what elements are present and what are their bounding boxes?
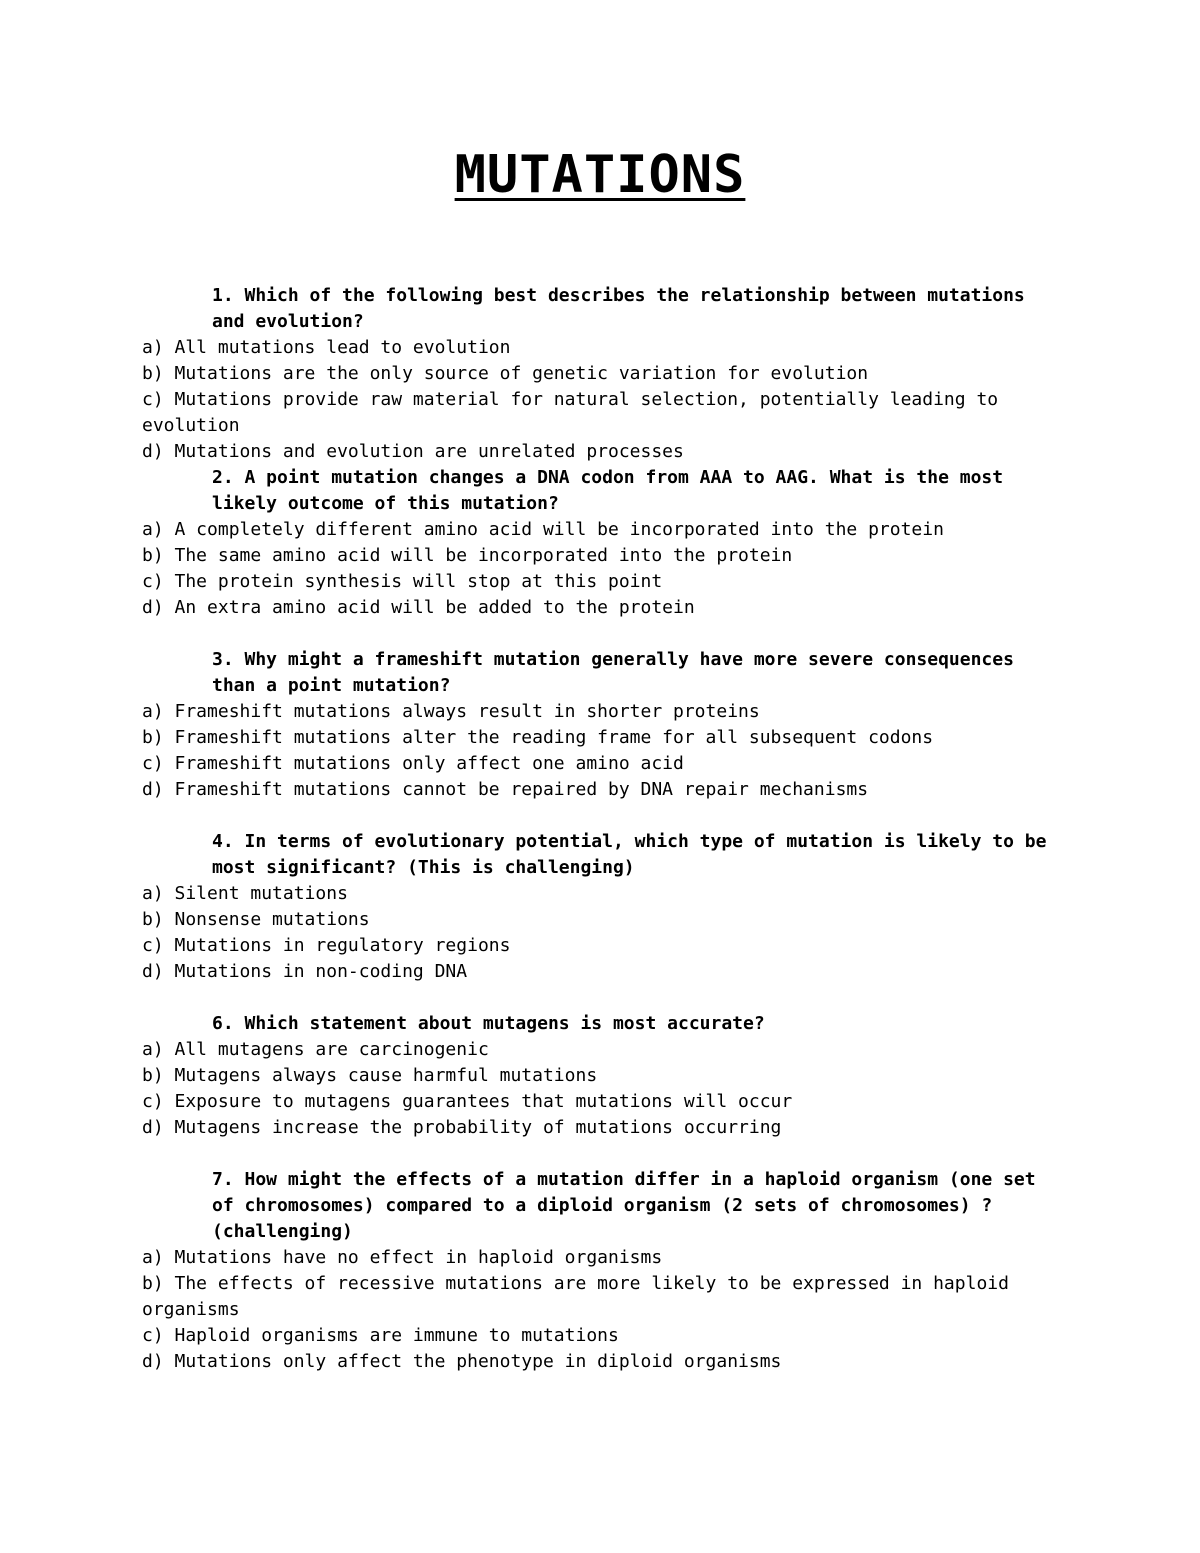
answer-option: b) Mutagens always cause harmful mutations <box>142 1065 598 1086</box>
spacer <box>142 803 1062 829</box>
answer-option: b) The effects of recessive mutations are more likely to be expressed in haploid organisms <box>142 1273 1009 1320</box>
answer-option: d) Frameshift mutations cannot be repaired by DNA repair mechanisms <box>142 779 869 800</box>
answer-option: c) The protein synthesis will stop at this point <box>142 571 663 592</box>
spacer <box>142 985 1062 1011</box>
question-block-3 <box>142 647 1062 803</box>
question-text: 7. How might the effects of a mutation differ in a haploid organism (one set of chromosomes) compared to a diploid organism (2 sets of chromosomes) ? (challenging) <box>212 1169 1036 1242</box>
answer-option: d) Mutations and evolution are unrelated processes <box>142 441 684 462</box>
question-block-4 <box>142 829 1062 985</box>
spacer <box>142 1141 1062 1167</box>
quiz-content <box>142 283 1062 1375</box>
answer-option: a) Silent mutations <box>142 883 348 904</box>
question-text: 1. Which of the following best describes the relationship between mutations and evolution? <box>212 285 1025 332</box>
answer-option: c) Haploid organisms are immune to mutations <box>142 1325 619 1346</box>
question-block-7 <box>142 1167 1062 1375</box>
page-title: MUTATIONS <box>454 145 746 205</box>
question-text: 2. A point mutation changes a DNA codon from AAA to AAG. What is the most likely outcome of this mutation? <box>212 467 1004 514</box>
answer-option: d) Mutations only affect the phenotype in diploid organisms <box>142 1351 782 1372</box>
answer-option: c) Exposure to mutagens guarantees that mutations will occur <box>142 1091 793 1112</box>
answer-option: a) A completely different amino acid will be incorporated into the protein <box>142 519 944 540</box>
question-text: 6. Which statement about mutagens is most accurate? <box>212 1013 765 1034</box>
answer-option: d) Mutations in non-coding DNA <box>142 961 468 982</box>
answer-option: b) Nonsense mutations <box>142 909 370 930</box>
answer-option: a) All mutations lead to evolution <box>142 337 511 358</box>
spacer <box>142 621 1062 647</box>
answer-option: c) Mutations provide raw material for natural selection, potentially leading to evolution <box>142 389 999 436</box>
answer-option: d) An extra amino acid will be added to the protein <box>142 597 695 618</box>
answer-option: a) All mutagens are carcinogenic <box>142 1039 489 1060</box>
answer-option: b) The same amino acid will be incorporated into the protein <box>142 545 793 566</box>
answer-option: b) Mutations are the only source of genetic variation for evolution <box>142 363 869 384</box>
question-text: 4. In terms of evolutionary potential, which type of mutation is likely to be most significant? (This is challenging) <box>212 831 1047 878</box>
answer-option: a) Frameshift mutations always result in shorter proteins <box>142 701 760 722</box>
question-block-6 <box>142 1011 1062 1141</box>
answer-option: c) Frameshift mutations only affect one amino acid <box>142 753 684 774</box>
question-text: 3. Why might a frameshift mutation generally have more severe consequences than a point mutation? <box>212 649 1014 696</box>
answer-option: a) Mutations have no effect in haploid organisms <box>142 1247 663 1268</box>
answer-option: b) Frameshift mutations alter the reading frame for all subsequent codons <box>142 727 934 748</box>
question-block-2 <box>142 465 1062 621</box>
question-block-1 <box>142 283 1062 465</box>
answer-option: d) Mutagens increase the probability of mutations occurring <box>142 1117 782 1138</box>
answer-option: c) Mutations in regulatory regions <box>142 935 511 956</box>
